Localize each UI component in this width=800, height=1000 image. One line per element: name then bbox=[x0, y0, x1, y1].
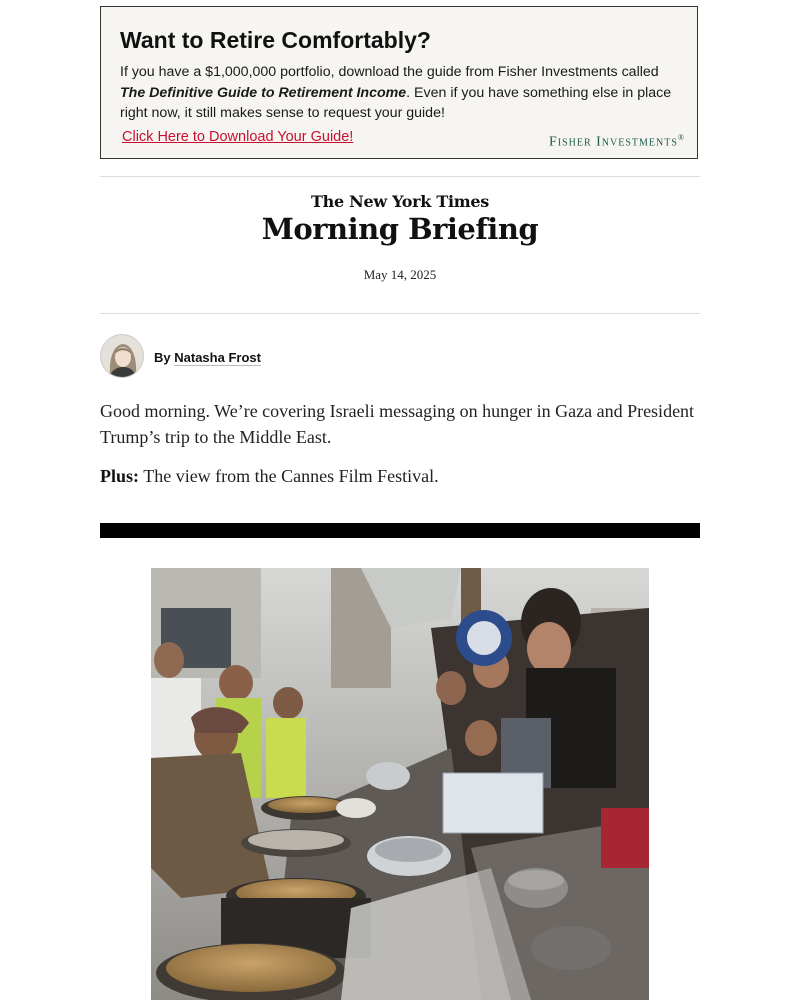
ad-body bbox=[120, 62, 680, 124]
article-photo[interactable] bbox=[151, 568, 649, 1000]
divider bbox=[100, 313, 700, 314]
byline-prefix: By bbox=[154, 350, 171, 365]
food-distribution-photo bbox=[151, 568, 649, 1000]
intro-paragraph: Good morning. We’re covering Israeli messaging on hunger in Gaza and President Trump’s trip to the Middle East. bbox=[100, 401, 695, 447]
ad-brand-logo bbox=[549, 133, 685, 151]
plus-label: Plus: bbox=[100, 466, 140, 486]
ad-body-text-2: . Even if you have something else in place right now, it still makes sense to request your guide! bbox=[120, 84, 672, 121]
author-avatar bbox=[100, 334, 144, 378]
ad-body-text-1: If you have a $1,000,000 portfolio, download the guide from Fisher Investments called bbox=[120, 64, 659, 80]
ad-brand-name: Fisher Investments bbox=[548, 134, 678, 150]
nyt-logo[interactable]: The New York Times bbox=[311, 192, 489, 211]
ad-guide-title: The Definitive Guide to Retirement Income bbox=[120, 84, 407, 101]
ad-download-link[interactable]: Click Here to Download Your Guide! bbox=[122, 129, 354, 145]
divider bbox=[100, 176, 700, 177]
issue-date: May 14, 2025 bbox=[363, 267, 437, 282]
ad-title: Want to Retire Comfortably? bbox=[120, 27, 431, 53]
plus-paragraph bbox=[100, 463, 700, 489]
ad-banner[interactable] bbox=[100, 6, 698, 159]
byline bbox=[154, 350, 261, 365]
plus-text: The view from the Cannes Film Festival. bbox=[143, 466, 439, 486]
author-link[interactable]: Natasha Frost bbox=[174, 350, 261, 365]
ad-brand-mark: ® bbox=[677, 133, 685, 142]
newsletter-title: Morning Briefing bbox=[261, 212, 539, 246]
section-divider-bar bbox=[100, 523, 700, 538]
author-portrait-icon bbox=[101, 335, 144, 378]
